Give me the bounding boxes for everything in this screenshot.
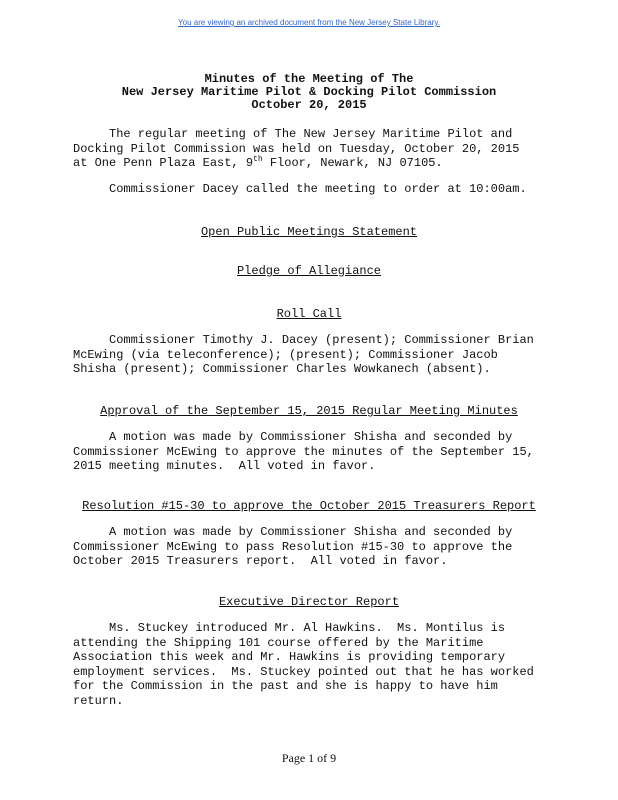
title-line-2: New Jersey Maritime Pilot & Docking Pilot Commission	[121, 85, 497, 99]
intro-line-3: at One Penn Plaza East, 9	[73, 156, 254, 170]
heading-resolution: Resolution #15-30 to approve the October 2015 Treasurers Report	[82, 499, 536, 513]
resolution-paragraph: A motion was made by Commissioner Shisha and seconded by Commissioner McEwing to pass Resolution #15-30 to approve the October 2015 Treasurers report. All voted in favor.	[73, 525, 513, 568]
intro-line-3-end: Floor, Newark, NJ 07105.	[262, 156, 443, 170]
title-line-3: October 20, 2015	[251, 98, 367, 112]
intro-line-2: Docking Pilot Commission was held on Tuesday, October 20, 2015	[73, 141, 520, 156]
heading-executive-director-report: Executive Director Report	[218, 595, 400, 609]
archive-banner-link[interactable]: You are viewing an archived document from the New Jersey State Library.	[178, 18, 440, 27]
heading-approval-minutes: Approval of the September 15, 2015 Regular Meeting Minutes	[100, 404, 518, 418]
intro-line-1: The regular meeting of The New Jersey Maritime Pilot and	[73, 127, 513, 141]
heading-roll-call: Roll Call	[276, 307, 342, 321]
roll-call-paragraph: Commissioner Timothy J. Dacey (present); Commissioner Brian McEwing (via teleconference); (present); Commissioner Jacob Shisha (present); Commissioner Charles Wowkanech (absent).	[73, 333, 534, 376]
executive-director-paragraph: Ms. Stuckey introduced Mr. Al Hawkins. Ms. Montilus is attending the Shipping 101 course offered by the Maritime Association this week and Mr. Hawkins is providing temporary employment services. Ms. Stuckey pointed out that he has worked for the Commission in the past and she is happy to have him return.	[73, 621, 534, 708]
heading-opma: Open Public Meetings Statement	[200, 225, 418, 239]
call-to-order-paragraph: Commissioner Dacey called the meeting to order at 10:00am.	[73, 182, 527, 196]
page-number: Page 1 of 9	[281, 751, 337, 765]
approval-paragraph: A motion was made by Commissioner Shisha and seconded by Commissioner McEwing to approve the minutes of the September 15, 2015 meeting minutes. All voted in favor.	[73, 430, 534, 473]
intro-superscript: th	[253, 155, 263, 164]
intro-paragraph	[73, 127, 553, 171]
title-line-1: Minutes of the Meeting of The	[204, 72, 414, 86]
heading-pledge: Pledge of Allegiance	[236, 264, 382, 278]
